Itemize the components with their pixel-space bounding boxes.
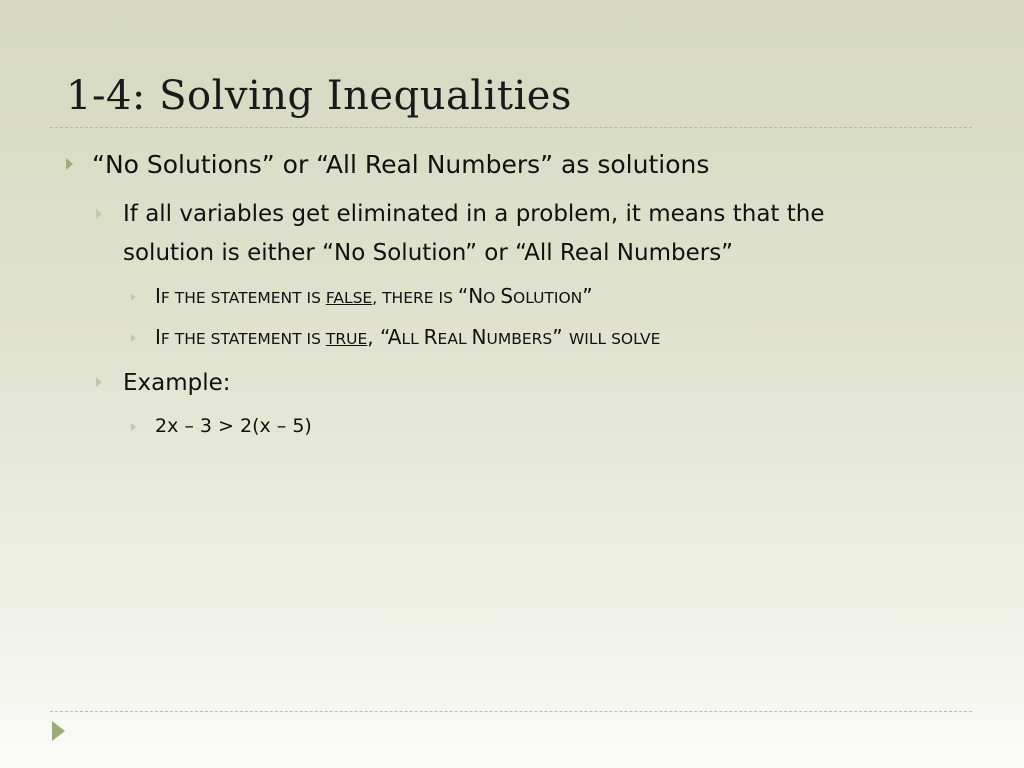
bullet-icon xyxy=(96,377,102,387)
footer-divider xyxy=(50,711,972,712)
example-equation: 2x – 3 > 2(x – 5) xyxy=(155,415,312,437)
bullet-icon xyxy=(131,334,136,342)
bullet-icon xyxy=(96,209,102,219)
bullet-level1-text: “No Solutions” or “All Real Numbers” as solutions xyxy=(92,150,710,179)
bullet-icon xyxy=(131,293,136,301)
bullet-icon xyxy=(66,158,73,170)
title-divider xyxy=(50,127,972,128)
true-keyword: TRUE xyxy=(325,330,368,348)
play-arrow-icon xyxy=(52,721,65,741)
bullet-icon xyxy=(131,423,136,431)
slide-title: 1-4: Solving Inequalities xyxy=(66,73,572,119)
bullet-true-case: IF THE STATEMENT IS TRUE, “ALL REAL NUMBERS” WILL SOLVE xyxy=(155,325,661,349)
bullet-level2-line2: solution is either “No Solution” or “All Real Numbers” xyxy=(123,240,734,266)
example-label: Example: xyxy=(123,370,231,396)
bullet-false-case: IF THE STATEMENT IS FALSE, THERE IS “NO SOLUTION” xyxy=(155,284,593,308)
false-keyword: FALSE xyxy=(325,289,373,307)
bullet-level2-line1: If all variables get eliminated in a problem, it means that the xyxy=(123,201,825,227)
